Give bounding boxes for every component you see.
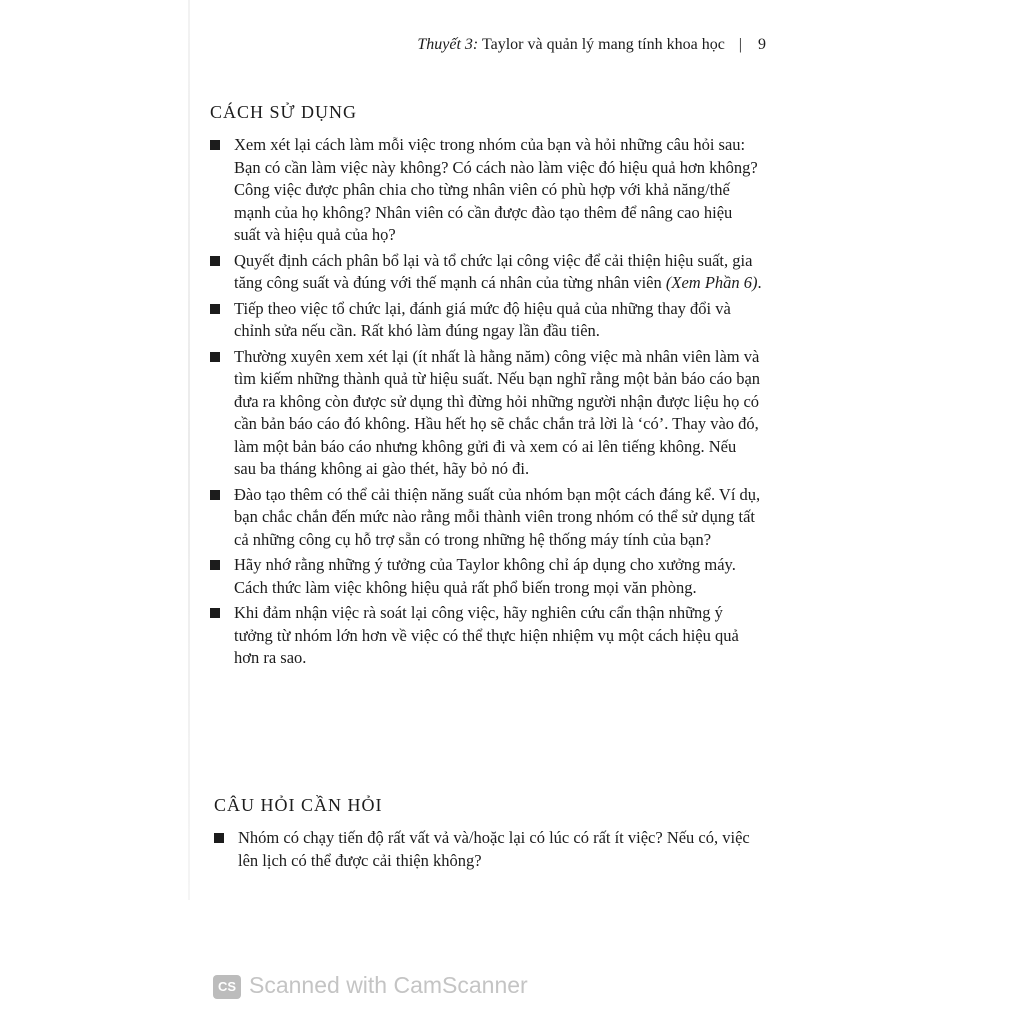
- item-text-suffix: .: [757, 273, 762, 292]
- list-item: [210, 298, 762, 343]
- section-heading-questions: CÂU HỎI CẦN HỎI: [214, 795, 383, 815]
- usage-list: [210, 134, 762, 673]
- item-text: Khi đảm nhận việc rà soát lại công việc, hãy nghiên cứu cẩn thận những ý tưởng từ nhóm lớn hơn về việc có thể thực hiện nhiệm vụ một cách hiệu quả hơn ra sao.: [234, 603, 739, 667]
- camscanner-logo-icon: CS: [213, 975, 241, 999]
- chapter-label: Thuyết 3:: [417, 36, 479, 53]
- list-item: [210, 602, 762, 670]
- square-bullet-icon: [210, 140, 220, 150]
- square-bullet-icon: [214, 833, 224, 843]
- list-item: [210, 554, 762, 599]
- item-text: [234, 251, 762, 293]
- list-item: [210, 250, 762, 295]
- questions-list: [214, 827, 766, 875]
- list-item: [210, 346, 762, 481]
- square-bullet-icon: [210, 490, 220, 500]
- item-text: Tiếp theo việc tổ chức lại, đánh giá mức độ hiệu quả của những thay đổi và chỉnh sửa nếu cần. Rất khó làm đúng ngay lần đầu tiên.: [234, 298, 731, 340]
- page-edge: [188, 0, 190, 900]
- item-text-main: Quyết định cách phân bổ lại và tổ chức lại công việc để cải thiện hiệu suất, gia tăng công suất và đúng với thế mạnh cá nhân của từng nhân viên: [234, 250, 753, 292]
- list-item: [210, 134, 762, 247]
- item-text: Thường xuyên xem xét lại (ít nhất là hằng năm) công việc mà nhân viên làm và tìm kiếm những thành quả từ hiệu suất. Nếu bạn nghĩ rằng một bản báo cáo bạn đưa ra không còn được sử dụng thì đừng hỏi những người nhận được liệu họ có cần bản báo cáo đó không. Hầu hết họ sẽ chắc chắn trả lời là ‘có’. Thay vào đó, làm một bản báo cáo nhưng không gửi đi và xem có ai lên tiếng không. Nếu sau ba tháng không ai gào thét, hãy bỏ nó đi.: [234, 346, 761, 478]
- item-text: Xem xét lại cách làm mỗi việc trong nhóm của bạn và hỏi những câu hỏi sau: Bạn có cần làm việc này không? Có cách nào làm việc đó hiệu quả hơn không? Công việc được phân chia cho từng nhân viên có phù hợp với khả năng/thế mạnh của họ không? Nhân viên có cần được đào tạo thêm để nâng cao hiệu suất và hiệu quả của họ?: [234, 135, 758, 244]
- item-text: Đào tạo thêm có thể cải thiện năng suất của nhóm bạn một cách đáng kể. Ví dụ, bạn chắc chắn đến mức nào rằng mỗi thành viên trong nhóm có thể sử dụng tất cả những công cụ hỗ trợ sẵn có trong những hệ thống máy tính của bạn?: [234, 484, 761, 549]
- running-header: [417, 36, 766, 54]
- square-bullet-icon: [210, 256, 220, 266]
- cross-reference: (Xem Phần 6): [665, 273, 758, 292]
- page-number: 9: [758, 36, 766, 53]
- camscanner-watermark: [213, 972, 528, 999]
- list-item: [210, 484, 762, 552]
- list-item: [214, 827, 766, 872]
- item-text: Nhóm có chạy tiến độ rất vất vả và/hoặc lại có lúc có rất ít việc? Nếu có, việc lên lịch có thể được cải thiện không?: [238, 828, 750, 870]
- square-bullet-icon: [210, 352, 220, 362]
- square-bullet-icon: [210, 608, 220, 618]
- header-separator: |: [738, 36, 742, 53]
- square-bullet-icon: [210, 304, 220, 314]
- item-text: Hãy nhớ rằng những ý tưởng của Taylor không chỉ áp dụng cho xưởng máy. Cách thức làm việc không hiệu quả rất phổ biến trong mọi văn phòng.: [234, 555, 736, 597]
- square-bullet-icon: [210, 560, 220, 570]
- chapter-title: Taylor và quản lý mang tính khoa học: [481, 36, 725, 53]
- watermark-text: Scanned with CamScanner: [249, 972, 528, 998]
- section-heading-usage: CÁCH SỬ DỤNG: [210, 102, 357, 122]
